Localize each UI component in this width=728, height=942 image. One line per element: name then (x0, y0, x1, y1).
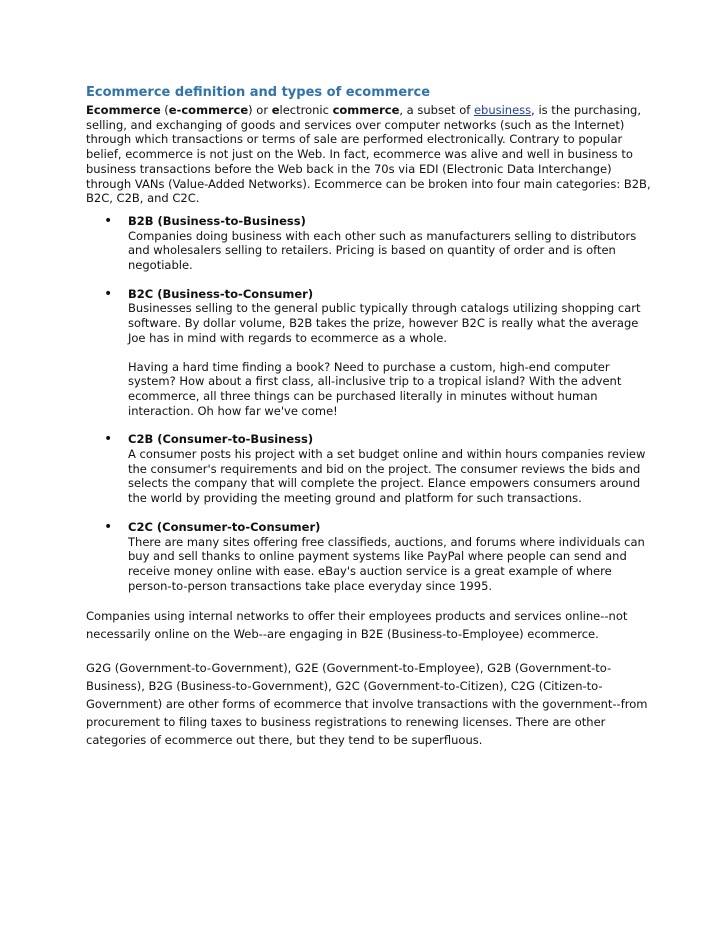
intro-paragraph (86, 103, 656, 206)
intro-text: ) or (248, 103, 272, 117)
category-heading: • B2B (Business-to-Business) (128, 213, 306, 228)
category-item-c2b (86, 432, 656, 506)
intro-text: , is the purchasing, selling, and exchanging of goods and services over computer networks (such as the Internet) through which transactions or terms of sale are performed electronically. Contrary to popular belief, ecommerce is not just on the Web. In fact, ecommerce was alive and well in business to business transactions before the Web back in the 70s via EDI (Electronic Data Interchange) through VANs (Value-Added Networks). Ecommerce can be broken into four main categories: B2B, B2C, C2B, and C2C. (86, 103, 651, 206)
category-text: Companies doing business with each other such as manufacturers selling to distributors and wholesalers selling to retailers. Pricing is based on quantity of order and is often negotiable. (128, 228, 637, 273)
ebusiness-link[interactable]: ebusiness (473, 103, 532, 117)
b2e-paragraph: Companies using internal networks to offer their employees products and services online--not necessarily online on the Web--are engaging in B2E (Business-to-Employee) ecommerce. (86, 609, 628, 642)
category-list (86, 214, 656, 593)
category-text: Businesses selling to the general public typically through catalogs utilizing shopping cart software. By dollar volume, B2B takes the prize, however B2C is really what the average Joe has in mind with regards to ecommerce as a whole. (128, 301, 641, 345)
category-item-c2c (86, 520, 656, 594)
category-note: Having a hard time finding a book? Need to purchase a custom, high-end computer system? How about a first class, all-inclusive trip to a tropical island? With the advent ecommerce, all three things can be purchased literally in minutes without human interaction. Oh how far we've come! (128, 359, 622, 418)
document-body (86, 84, 656, 749)
category-text: A consumer posts his project with a set budget online and within hours companies review the consumer's requirements and bid on the project. The consumer reviews the bids and selects the company that will complete the project. Elance empowers consumers around the world by providing the meeting ground and platform for such transactions. (128, 447, 646, 506)
intro-term-e: e (271, 103, 280, 117)
category-heading: • C2B (Consumer-to-Business) (128, 432, 314, 447)
intro-term-commerce: commerce (332, 103, 400, 117)
intro-term-ecommerce: Ecommerce (86, 103, 161, 117)
category-heading: • C2C (Consumer-to-Consumer) (128, 519, 321, 534)
intro-text: ( (160, 103, 169, 117)
intro-term-e-commerce: e-commerce (168, 103, 249, 117)
page-title: Ecommerce definition and types of ecommerce (86, 85, 431, 100)
category-item-b2b (86, 214, 656, 273)
g2g-paragraph: G2G (Government-to-Government), G2E (Government-to-Employee), G2B (Government-to-Business), B2G (Business-to-Government), G2C (Government-to-Citizen), C2G (Citizen-to-Government) are other forms of ecommerce that involve transactions with the government--from procurement to filing taxes to business registrations to renewing licenses. There are other categories of ecommerce out there, but they tend to be superfluous. (86, 661, 648, 748)
category-item-b2c (86, 287, 656, 419)
category-heading: • B2C (Business-to-Consumer) (128, 286, 314, 301)
intro-text: , a subset of (399, 103, 474, 117)
intro-text: lectronic (279, 103, 333, 117)
category-text: There are many sites offering free classifieds, auctions, and forums where individuals can buy and sell thanks to online payment systems like PayPal where people can send and receive money online with ease. eBay's auction service is a great example of where person-to-person transactions take place everyday since 1995. (128, 534, 645, 593)
